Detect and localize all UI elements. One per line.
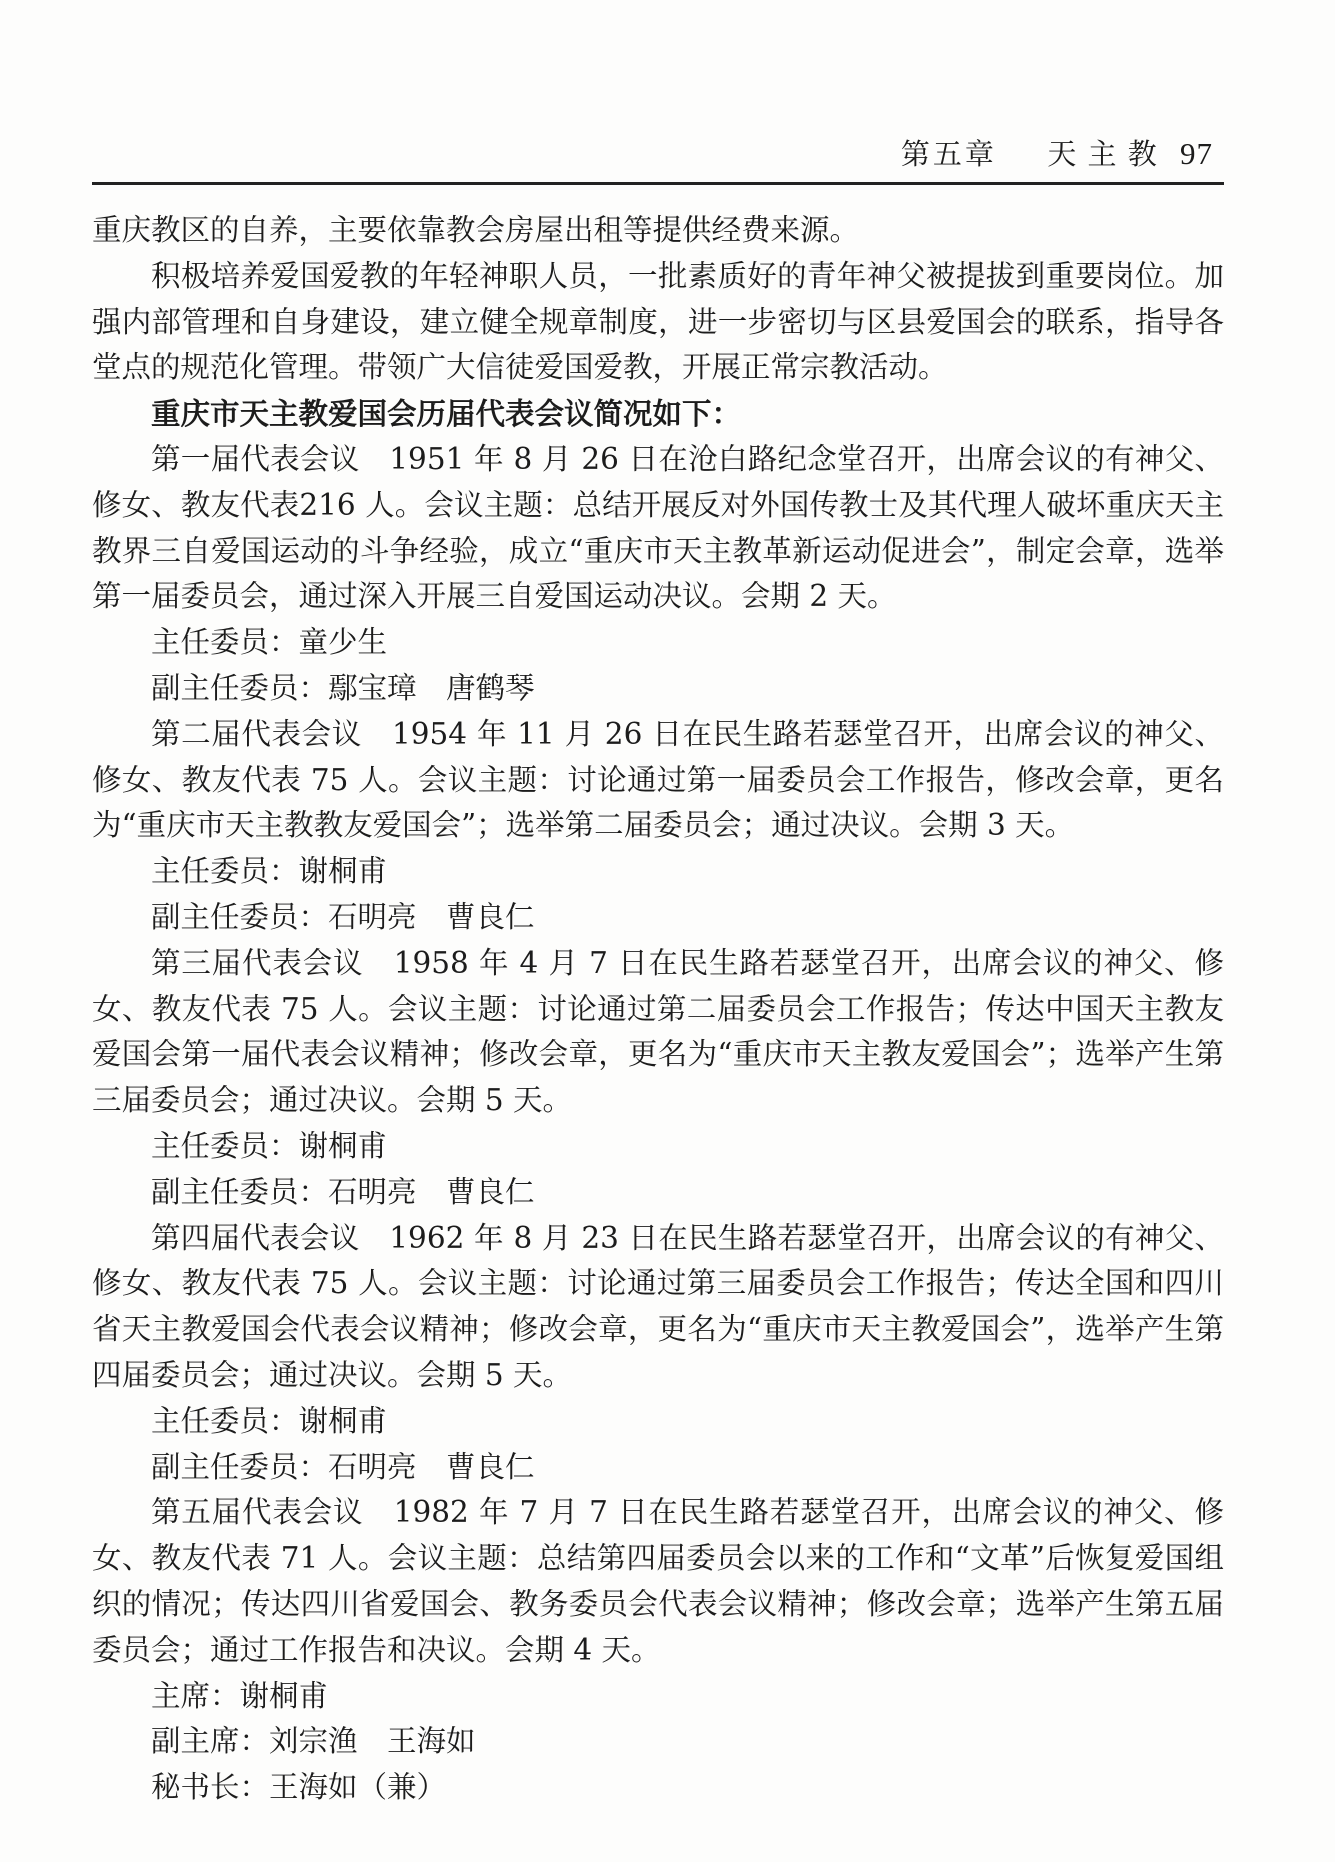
officer-role: 副主任委员： bbox=[151, 670, 329, 705]
officer-line bbox=[92, 1124, 1224, 1170]
officer-line bbox=[92, 1445, 1224, 1491]
header-rule bbox=[92, 182, 1224, 185]
session-paragraph: 第二届代表会议 1954 年 11 月 26 日在民生路若瑟堂召开，出席会议的神父、修女、教友代表 75 人。会议主题：讨论通过第一届委员会工作报告，修改会章，更名为“重庆市天主教教友爱国会”；选举第二届委员会；通过决议。会期 3 天。 bbox=[92, 716, 1224, 843]
chapter-title: 天 主 教 bbox=[1047, 137, 1158, 171]
session-paragraph: 第五届代表会议 1982 年 7 月 7 日在民生路若瑟堂召开，出席会议的神父、修女、教友代表 71 人。会议主题：总结第四届委员会以来的工作和“文革”后恢复爱国组织的情况；传达四川省爱国会、教务委员会代表会议精神；修改会章；选举产生第五届委员会；通过工作报告和决议。会期 4 天。 bbox=[92, 1495, 1224, 1667]
officer-line bbox=[92, 1399, 1224, 1445]
officer-name: 谢桐甫 bbox=[239, 1678, 329, 1713]
officer-line bbox=[92, 1719, 1224, 1765]
officer-role: 主任委员： bbox=[151, 1403, 299, 1438]
chapter-label: 第五章 bbox=[900, 137, 997, 171]
paragraph: 积极培养爱国爱教的年轻神职人员，一批素质好的青年神父被提拔到重要岗位。加强内部管理和自身建设，建立健全规章制度，进一步密切与区县爱国会的联系，指导各堂点的规范化管理。带领广大信徒爱国爱教，开展正常宗教活动。 bbox=[92, 258, 1224, 385]
session-paragraph: 第四届代表会议 1962 年 8 月 23 日在民生路若瑟堂召开，出席会议的有神父、修女、教友代表 75 人。会议主题：讨论通过第三届委员会工作报告；传达全国和四川省天主教爱国会代表会议精神；修改会章，更名为“重庆市天主教爱国会”，选举产生第四届委员会；通过决议。会期 5 天。 bbox=[92, 1220, 1224, 1392]
page-number: 97 bbox=[1180, 136, 1213, 171]
officer-line bbox=[92, 1765, 1224, 1811]
officer-name: 谢桐甫 bbox=[298, 1128, 388, 1163]
officer-role: 副主任委员： bbox=[151, 1174, 329, 1209]
paragraph-continuation: 重庆教区的自养，主要依靠教会房屋出租等提供经费来源。 bbox=[92, 213, 860, 247]
officer-name: 唐鹤琴 bbox=[446, 670, 535, 705]
officer-name: 谢桐甫 bbox=[298, 854, 388, 889]
officer-line bbox=[92, 1170, 1224, 1216]
officer-name: 刘宗渔 bbox=[269, 1724, 358, 1759]
session-list bbox=[92, 437, 1224, 1811]
officer-line bbox=[92, 849, 1224, 895]
officer-role: 主任委员： bbox=[151, 854, 299, 889]
section-heading: 重庆市天主教爱国会历届代表会议简况如下： bbox=[151, 396, 742, 432]
session-paragraph: 第三届代表会议 1958 年 4 月 7 日在民生路若瑟堂召开，出席会议的神父、修女、教友代表 75 人。会议主题：讨论通过第二届委员会工作报告；传达中国天主教友爱国会第一届代表会议精神；修改会章，更名为“重庆市天主教友爱国会”；选举产生第三届委员会；通过决议。会期 5 天。 bbox=[92, 945, 1224, 1118]
officer-role: 副主任委员： bbox=[151, 899, 329, 934]
officer-name: 曹良仁 bbox=[446, 899, 535, 934]
session-paragraph: 第一届代表会议 1951 年 8 月 26 日在沧白路纪念堂召开，出席会议的有神父、修女、教友代表216 人。会议主题：总结开展反对外国传教士及其代理人破坏重庆天主教界三自爱国运动的斗争经验，成立“重庆市天主教革新运动促进会”，制定会章，选举第一届委员会，通过深入开展三自爱国运动决议。会期 2 天。 bbox=[92, 441, 1224, 614]
officer-role: 副主任委员： bbox=[151, 1449, 329, 1484]
officer-role: 秘书长： bbox=[151, 1770, 270, 1805]
officer-name: 王海如 bbox=[387, 1724, 476, 1759]
officer-role: 主任委员： bbox=[151, 625, 299, 660]
officer-role: 主席： bbox=[151, 1678, 240, 1713]
officer-line bbox=[92, 620, 1224, 666]
officer-name: 曹良仁 bbox=[446, 1174, 535, 1209]
officer-name: 谢桐甫 bbox=[298, 1403, 388, 1438]
officer-name: 石明亮 bbox=[328, 899, 417, 934]
officer-line bbox=[92, 895, 1224, 941]
officer-role: 主任委员： bbox=[151, 1128, 299, 1163]
officer-name: 王海如（兼） bbox=[269, 1770, 447, 1805]
officer-name: 石明亮 bbox=[328, 1174, 417, 1209]
officer-role: 副主席： bbox=[151, 1724, 270, 1759]
officer-name: 童少生 bbox=[298, 625, 388, 660]
officer-line bbox=[92, 1674, 1224, 1720]
running-header bbox=[901, 132, 1213, 173]
officer-name: 鄢宝璋 bbox=[328, 670, 417, 705]
body-text bbox=[92, 208, 1224, 1811]
officer-line bbox=[92, 666, 1224, 712]
officer-name: 石明亮 bbox=[328, 1449, 417, 1484]
officer-name: 曹良仁 bbox=[446, 1449, 535, 1484]
